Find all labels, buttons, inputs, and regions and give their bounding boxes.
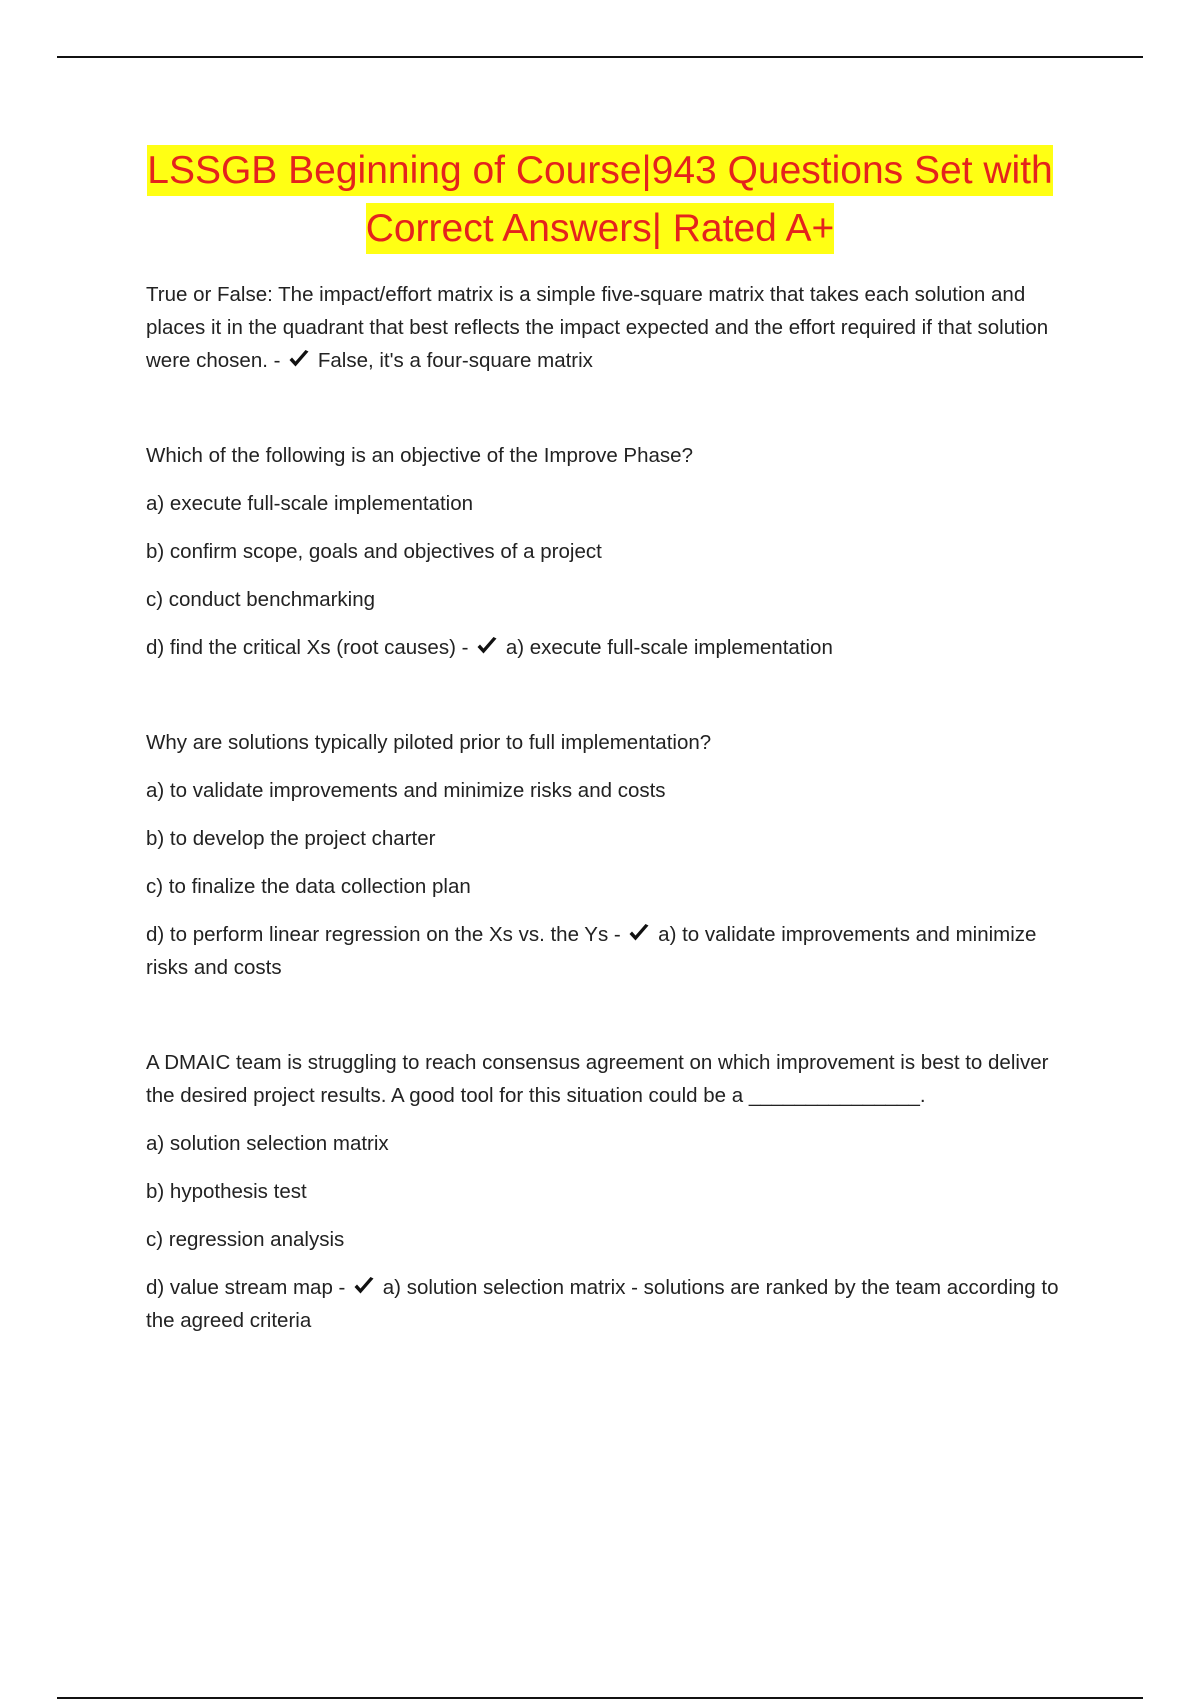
question-list xyxy=(146,278,1076,1337)
question-2 xyxy=(146,439,1076,664)
question-prompt: True or False: The impact/effort matrix is a simple five-square matrix that takes each solution and places it in the quadrant that best reflects the impact expected and the effort required if that solution were chosen. - xyxy=(146,283,1049,372)
checkmark-icon xyxy=(628,923,650,943)
question-prompt: A DMAIC team is struggling to reach consensus agreement on which improvement is best to deliver the desired project results. A good tool for this situation could be a _______________. xyxy=(146,1051,1049,1107)
question-4 xyxy=(146,1046,1076,1337)
answer-text: a) to validate improvements and minimize risks and costs xyxy=(146,923,1037,979)
question-text xyxy=(146,278,1076,377)
option-a: a) solution selection matrix xyxy=(146,1132,389,1155)
checkmark-icon xyxy=(288,349,310,369)
answer-text: False, it's a four-square matrix xyxy=(317,349,593,372)
option-c: c) to finalize the data collection plan xyxy=(146,875,471,898)
question-1 xyxy=(146,278,1076,377)
option-c: c) regression analysis xyxy=(146,1228,345,1251)
answer-text: a) execute full-scale implementation xyxy=(505,636,833,659)
option-d-with-answer xyxy=(146,631,1076,664)
option-b: b) hypothesis test xyxy=(146,1180,307,1203)
answer-text: a) solution selection matrix - solutions are ranked by the team according to the agreed criteria xyxy=(146,1276,1059,1332)
checkmark-icon xyxy=(476,636,498,656)
question-prompt: Why are solutions typically piloted prior to full implementation? xyxy=(146,731,712,754)
title-line-1: LSSGB Beginning of Course|943 Questions Set with xyxy=(147,145,1053,196)
option-a: a) to validate improvements and minimize risks and costs xyxy=(146,779,666,802)
checkmark-icon xyxy=(353,1276,375,1296)
bottom-rule xyxy=(57,1697,1143,1699)
option-b: b) to develop the project charter xyxy=(146,827,436,850)
option-d: d) value stream map - xyxy=(146,1276,346,1299)
question-prompt: Which of the following is an objective of the Improve Phase? xyxy=(146,444,693,467)
option-d: d) find the critical Xs (root causes) - xyxy=(146,636,469,659)
option-c: c) conduct benchmarking xyxy=(146,588,376,611)
question-3 xyxy=(146,726,1076,984)
option-d-with-answer xyxy=(146,1271,1076,1337)
title-line-2: Correct Answers| Rated A+ xyxy=(366,203,835,254)
option-d: d) to perform linear regression on the Xs vs. the Ys - xyxy=(146,923,621,946)
option-d-with-answer xyxy=(146,918,1076,984)
top-rule xyxy=(57,56,1143,58)
document-title xyxy=(100,142,1100,258)
option-a: a) execute full-scale implementation xyxy=(146,492,474,515)
option-b: b) confirm scope, goals and objectives of a project xyxy=(146,540,602,563)
